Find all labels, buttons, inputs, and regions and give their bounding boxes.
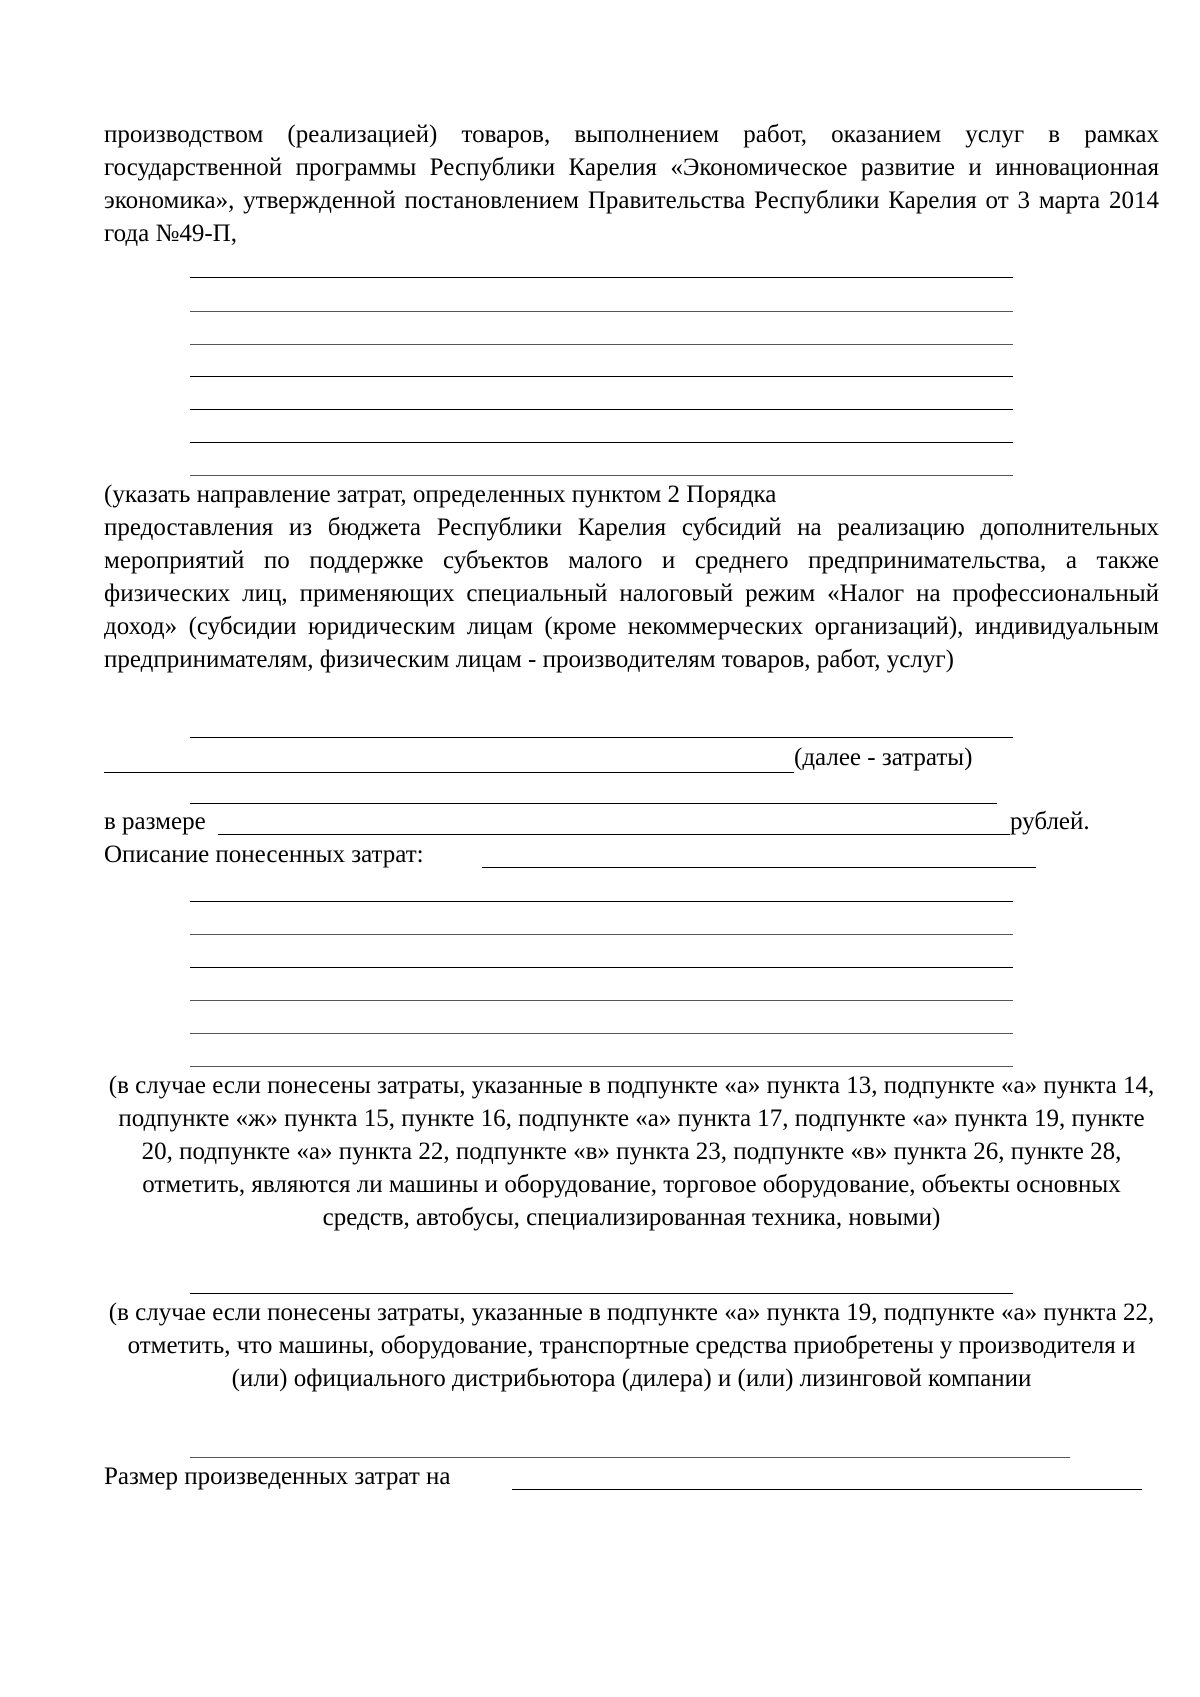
amount-suffix: рублей. — [1010, 808, 1090, 835]
amount-blank-line[interactable] — [218, 834, 1010, 835]
blank-line[interactable] — [190, 277, 1013, 278]
blank-line[interactable] — [190, 967, 1013, 968]
blank-line[interactable] — [190, 803, 997, 804]
blank-line[interactable] — [190, 311, 1013, 312]
amount-prefix: в размере — [104, 808, 206, 835]
intro-paragraph: производством (реализацией) товаров, выполнением работ, оказанием услуг в рамках государственной программы Республики Карелия «Экономическое развитие и инновационная экономика», утвержденной постановлением Правительства Республики Карелия от 3 марта 2014 года №49-П, — [104, 121, 1159, 247]
blank-line[interactable] — [190, 344, 1013, 345]
blank-line[interactable] — [190, 1066, 1013, 1067]
blank-line[interactable] — [190, 737, 1013, 738]
blank-line[interactable] — [190, 901, 1013, 902]
blank-line[interactable] — [190, 1033, 1013, 1034]
blank-line[interactable] — [190, 409, 1013, 410]
blank-line[interactable] — [190, 442, 1013, 443]
blank-line[interactable] — [190, 1457, 1070, 1458]
costs-blank-line[interactable] — [104, 772, 794, 773]
description-label: Описание понесенных затрат: — [104, 841, 424, 868]
direction-note: предоставления из бюджета Республики Карелия субсидий на реализацию дополнительных мероприятий по поддержке субъектов малого и среднего предпринимательства, а также физических лиц, применяющих специальный налоговый режим «Налог на профессиональный доход» (субсидии юридическим лицам (кроме некоммерческих организаций), индивидуальным предпринимателям, физическим лицам - производителям товаров, работ, услуг) — [104, 514, 1159, 673]
new-equipment-note: (в случае если понесены затраты, указанные в подпункте «а» пункта 13, подпункте «а» пункта 14, подпункте «ж» пункта 15, пункте 16, подпункте «а» пункта 17, подпункте «а» пункта 19, пункте 20, подпункте «а» пункта 22, подпункте «в» пункта 23, подпункте «в» пункта 26, пункте 28, отметить, являются ли машины и оборудование, торговое оборудование, объекты основных средств, автобусы, специализированная техника, новыми) — [108, 1072, 1155, 1231]
description-blank-line[interactable] — [482, 867, 1036, 868]
costs-label: (далее - затраты) — [794, 744, 973, 771]
direction-note-first-line: (указать направление затрат, определенных пунктом 2 Порядка — [104, 481, 777, 508]
distributor-note: (в случае если понесены затраты, указанные в подпункте «а» пункта 19, подпункте «а» пункта 22, отметить, что машины, оборудование, транспортные средства приобретены у производителя и (или) официального дистрибьютора (дилера) и (или) лизинговой компании — [108, 1299, 1155, 1392]
blank-line[interactable] — [190, 376, 1013, 377]
blank-line[interactable] — [190, 475, 1013, 476]
blank-line[interactable] — [190, 1293, 1013, 1294]
blank-line[interactable] — [190, 934, 1013, 935]
size-blank-line[interactable] — [512, 1489, 1142, 1490]
blank-line[interactable] — [190, 1000, 1013, 1001]
size-label: Размер произведенных затрат на — [104, 1463, 451, 1490]
